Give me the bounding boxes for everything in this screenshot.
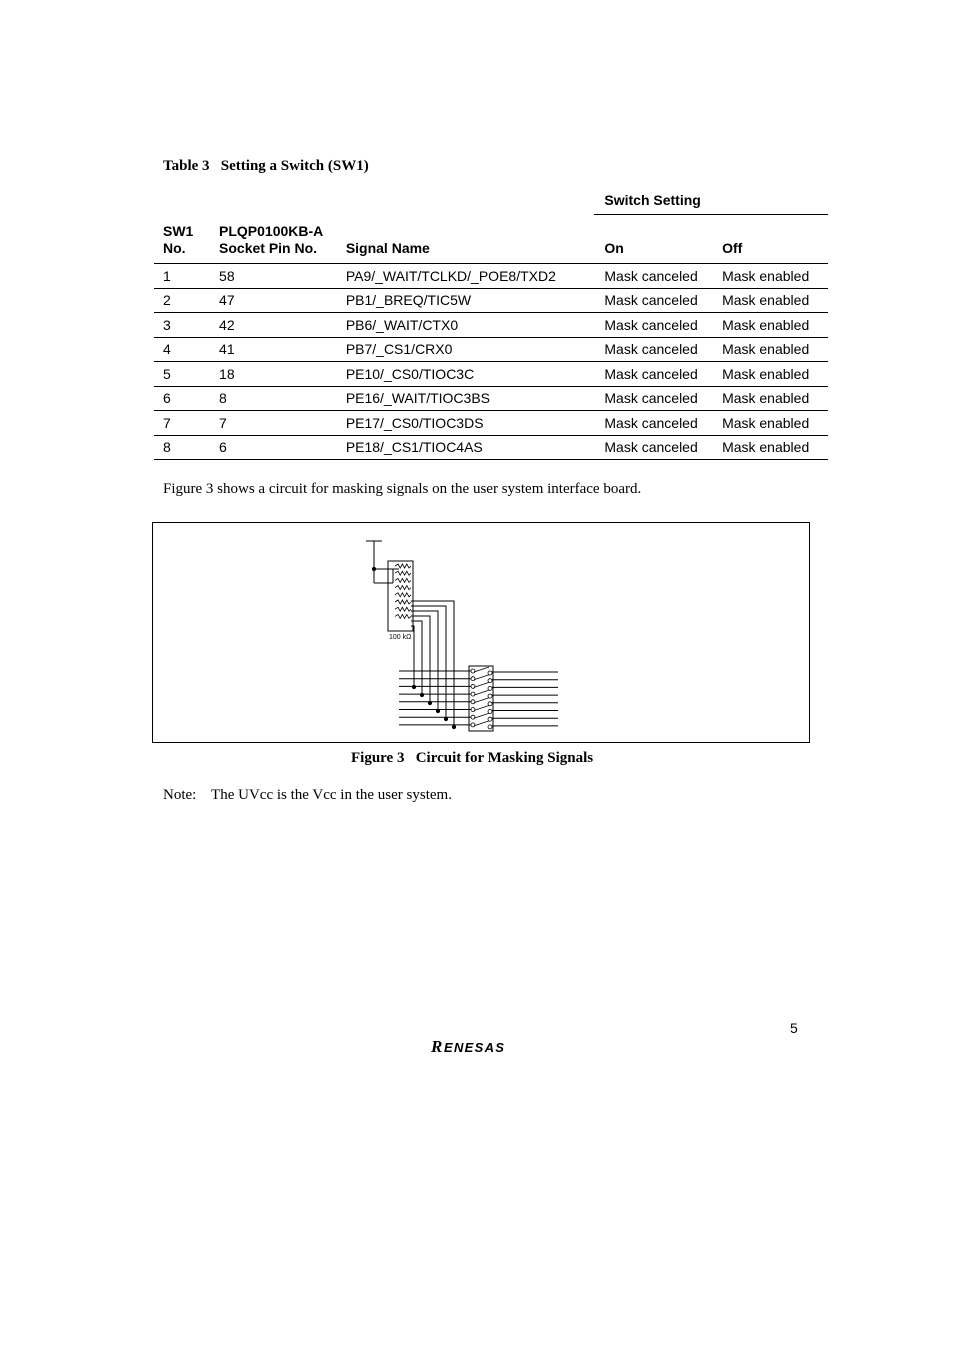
table-caption: Table 3 Setting a Switch (SW1)	[163, 158, 369, 174]
cell-sw: 5	[154, 362, 219, 387]
pullup-wire	[411, 611, 438, 711]
switch-contact	[471, 708, 475, 712]
cell-off: Mask enabled	[722, 411, 828, 436]
switch-contact	[471, 723, 475, 727]
cell-sw: 7	[154, 411, 219, 436]
cell-off: Mask enabled	[722, 386, 828, 411]
cell-signal: PE18/_CS1/TIOC4AS	[346, 435, 595, 460]
header-socket	[219, 215, 346, 264]
note: Note: The UVcc is the Vcc in the user system.	[163, 787, 452, 803]
cell-pin: 8	[219, 386, 346, 411]
header-socket-line1: PLQP0100KB-A	[219, 223, 324, 239]
cell-pin: 42	[219, 313, 346, 338]
cell-on: Mask canceled	[594, 337, 722, 362]
table-header-row	[154, 215, 828, 264]
cell-off: Mask enabled	[722, 362, 828, 387]
switch-contact	[488, 679, 492, 683]
cell-on: Mask canceled	[594, 288, 722, 313]
switch-contact	[488, 686, 492, 690]
page-number: 5	[790, 1020, 798, 1036]
pullup-wire	[411, 621, 422, 695]
header-socket-line2: Socket Pin No.	[219, 240, 318, 256]
cell-pin: 6	[219, 435, 346, 460]
resistor-zigzag	[395, 571, 411, 575]
cell-pin: 58	[219, 264, 346, 289]
cell-off: Mask enabled	[722, 288, 828, 313]
switch-contact	[488, 710, 492, 714]
switch-contact	[488, 702, 492, 706]
header-on: On	[594, 215, 722, 264]
switch-contact	[471, 715, 475, 719]
junction-dot	[372, 567, 375, 570]
switch-lever	[474, 667, 489, 672]
cell-pin: 18	[219, 362, 346, 387]
switch-setting-header: Switch Setting	[594, 186, 828, 215]
table-row	[154, 288, 828, 313]
pullup-wire	[411, 626, 414, 687]
cell-sw: 8	[154, 435, 219, 460]
cell-on: Mask canceled	[594, 264, 722, 289]
circuit-figure	[152, 522, 810, 743]
resistor-zigzag	[395, 614, 411, 618]
cell-signal: PA9/_WAIT/TCLKD/_POE8/TXD2	[346, 264, 595, 289]
pullup-wire	[411, 601, 454, 727]
cell-sw: 1	[154, 264, 219, 289]
cell-signal: PE17/_CS0/TIOC3DS	[346, 411, 595, 436]
resistor-zigzag	[395, 600, 411, 604]
header-signal: Signal Name	[346, 215, 595, 264]
switch-lever	[474, 706, 489, 711]
cell-signal: PB1/_BREQ/TIC5W	[346, 288, 595, 313]
switch-lever	[474, 682, 489, 687]
switch-contact	[471, 692, 475, 696]
switch-contact	[471, 677, 475, 681]
resistor-zigzag	[395, 593, 411, 597]
header-sw1-line1: SW1	[163, 223, 194, 239]
svg-text:R: R	[431, 1037, 444, 1055]
cell-sw: 4	[154, 337, 219, 362]
cell-signal: PE10/_CS0/TIOC3C	[346, 362, 595, 387]
cell-pin: 7	[219, 411, 346, 436]
resistor-zigzag	[395, 578, 411, 582]
renesas-logo	[431, 1037, 531, 1060]
switch-lever	[474, 721, 489, 726]
table-row	[154, 313, 828, 338]
header-off: Off	[722, 215, 828, 264]
cell-signal: PE16/_WAIT/TIOC3BS	[346, 386, 595, 411]
switch-setting-table	[154, 186, 828, 460]
cell-sw: 2	[154, 288, 219, 313]
cell-off: Mask enabled	[722, 313, 828, 338]
table-body	[154, 264, 828, 460]
table-row	[154, 435, 828, 460]
cell-off: Mask enabled	[722, 264, 828, 289]
cell-sw: 3	[154, 313, 219, 338]
cell-on: Mask canceled	[594, 435, 722, 460]
junction-dot	[444, 717, 447, 720]
table-group-header-row	[154, 186, 828, 215]
switch-lever	[474, 698, 489, 703]
resistor-zigzag	[395, 607, 411, 611]
cell-pin: 47	[219, 288, 346, 313]
circuit-diagram	[153, 523, 809, 742]
table-row	[154, 264, 828, 289]
header-sw1	[154, 215, 219, 264]
junction-dot	[412, 685, 415, 688]
cell-signal: PB6/_WAIT/CTX0	[346, 313, 595, 338]
table-row	[154, 337, 828, 362]
switch-contact	[488, 717, 492, 721]
switch-contact	[488, 694, 492, 698]
switch-contact	[471, 684, 475, 688]
switch-lever	[474, 713, 489, 718]
switch-lever	[474, 690, 489, 695]
svg-text:ENESAS: ENESAS	[444, 1040, 506, 1055]
switch-contact	[471, 669, 475, 673]
cell-signal: PB7/_CS1/CRX0	[346, 337, 595, 362]
body-paragraph: Figure 3 shows a circuit for masking signals on the user system interface board.	[163, 481, 642, 497]
cell-sw: 6	[154, 386, 219, 411]
table-row	[154, 411, 828, 436]
cell-off: Mask enabled	[722, 435, 828, 460]
switch-lever	[474, 675, 489, 680]
resistor-label: 100 kΩ	[389, 634, 412, 641]
junction-dot	[452, 725, 455, 728]
cell-on: Mask canceled	[594, 313, 722, 338]
cell-off: Mask enabled	[722, 337, 828, 362]
cell-on: Mask canceled	[594, 386, 722, 411]
switch-contact	[471, 700, 475, 704]
cell-on: Mask canceled	[594, 362, 722, 387]
cell-on: Mask canceled	[594, 411, 722, 436]
switch-contact	[488, 671, 492, 675]
switch-contact	[488, 725, 492, 729]
cell-pin: 41	[219, 337, 346, 362]
resistor-zigzag	[395, 564, 411, 568]
table-row	[154, 362, 828, 387]
header-sw1-line2: No.	[163, 240, 186, 256]
figure-caption: Figure 3 Circuit for Masking Signals	[351, 750, 594, 766]
table-row	[154, 386, 828, 411]
resistor-zigzag	[395, 586, 411, 590]
